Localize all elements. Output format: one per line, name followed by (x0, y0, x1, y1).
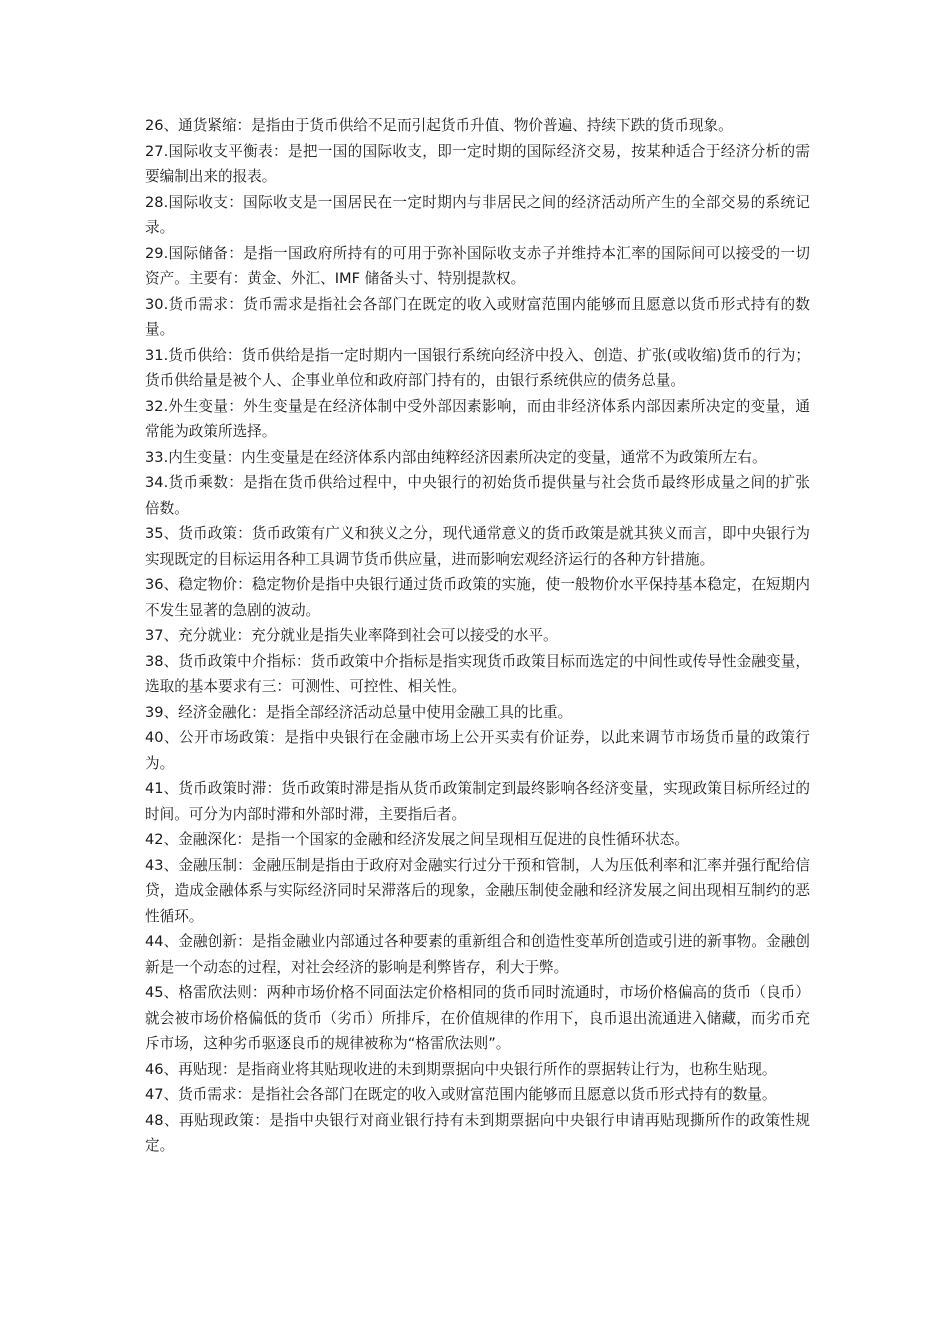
term-31-money-supply: 31.货币供给：货币供给是指一定时期内一国银行系统向经济中投入、创造、扩张(或收缩)货币的行为；货币供给量是被个人、企事业单位和政府部门持有的，由银行系统供应的债务总量。 (145, 346, 810, 389)
term-38-intermediate-target: 38、货币政策中介指标：货币政策中介指标是指实现货币政策目标而选定的中间性或传导性金融变量，选取的基本要求有三：可测性、可控性、相关性。 (145, 652, 810, 695)
term-45-greshams-law: 45、格雷欣法则：两种市场价格不同面法定价格相同的货币同时流通时，市场价格偏高的货币（良币）就会被市场价格偏低的货币（劣币）所排斥，在价值规律的作用下，良币退出流通进入储藏，而劣币充斥市场，这种劣币驱逐良币的规律被称为“格雷欣法则”。 (145, 984, 810, 1052)
term-42-financial-deepening: 42、金融深化：是指一个国家的金融和经济发展之间呈现相互促进的良性循环状态。 (145, 831, 689, 848)
term-28-balance-of-payments: 28.国际收支：国际收支是一国居民在一定时期内与非居民之间的经济活动所产生的全部交易的系统记录。 (145, 193, 810, 236)
term-30-money-demand: 30.货币需求：货币需求是指社会各部门在既定的收入或财富范围内能够而且愿意以货币形式持有的数量。 (145, 295, 810, 338)
term-48-rediscount-policy: 48、再贴现政策：是指中央银行对商业银行持有未到期票据向中央银行申请再贴现撕所作的政策性规定。 (145, 1111, 810, 1154)
term-41-policy-lag: 41、货币政策时滞：货币政策时滞是指从货币政策制定到最终影响各经济变量，实现政策目标所经过的时间。可分为内部时滞和外部时滞，主要指后者。 (145, 780, 810, 823)
term-26-deflation: 26、通货紧缩：是指由于货币供给不足而引起货币升值、物价普遍、持续下跌的货币现象。 (145, 117, 733, 134)
term-34-money-multiplier: 34.货币乘数：是指在货币供给过程中，中央银行的初始货币提供量与社会货币最终形成量之间的扩张倍数。 (145, 474, 810, 517)
term-32-exogenous-variable: 32.外生变量：外生变量是在经济体制中受外部因素影响，而由非经济体系内部因素所决定的变量，通常能为政策所选择。 (145, 397, 810, 440)
term-29-international-reserves: 29.国际储备：是指一国政府所持有的可用于弥补国际收支赤子并维持本汇率的国际间可以接受的一切资产。主要有：黄金、外汇、IMF 储备头寸、特别提款权。 (145, 244, 810, 287)
term-39-financialization: 39、经济金融化：是指全部经济活动总量中使用金融工具的比重。 (145, 703, 573, 721)
term-40-open-market-policy: 40、公开市场政策：是指中央银行在金融市场上公开买卖有价证券，以此来调节市场货币量的政策行为。 (145, 729, 810, 772)
term-44-financial-innovation: 44、金融创新：是指金融业内部通过各种要素的重新组合和创造性变革所创造或引进的新事物。金融创新是一个动态的过程，对社会经济的影响是利弊皆存，利大于弊。 (145, 933, 810, 976)
term-33-endogenous-variable: 33.内生变量：内生变量是在经济体系内部由纯粹经济因素所决定的变量，通常不为政策所左右。 (145, 448, 767, 466)
term-35-monetary-policy: 35、货币政策：货币政策有广义和狭义之分，现代通常意义的货币政策是就其狭义而言，即中央银行为实现既定的目标运用各种工具调节货币供应量，进而影响宏观经济运行的各种方针措施。 (145, 525, 810, 568)
term-37-full-employment: 37、充分就业：充分就业是指失业率降到社会可以接受的水平。 (145, 627, 558, 644)
document-body (145, 113, 810, 1159)
term-27-balance-of-payments-statement: 27.国际收支平衡表：是把一国的国际收支，即一定时期的国际经济交易，按某种适合于经济分析的需要编制出来的报表。 (145, 142, 810, 185)
term-43-financial-repression: 43、金融压制：金融压制是指由于政府对金融实行过分干预和管制，人为压低利率和汇率并强行配给信贷，造成金融体系与实际经济同时呆滞落后的现象，金融压制使金融和经济发展之间出现相互制约的恶性循环。 (145, 856, 810, 925)
term-46-rediscount: 46、再贴现：是指商业将其贴现收进的未到期票据向中央银行所作的票据转让行为，也称生贴现。 (145, 1060, 777, 1078)
term-36-price-stability: 36、稳定物价：稳定物价是指中央银行通过货币政策的实施，使一般物价水平保持基本稳定，在短期内不发生显著的急剧的波动。 (145, 576, 810, 619)
term-47-money-demand: 47、货币需求：是指社会各部门在既定的收入或财富范围内能够而且愿意以货币形式持有的数量。 (145, 1086, 777, 1103)
